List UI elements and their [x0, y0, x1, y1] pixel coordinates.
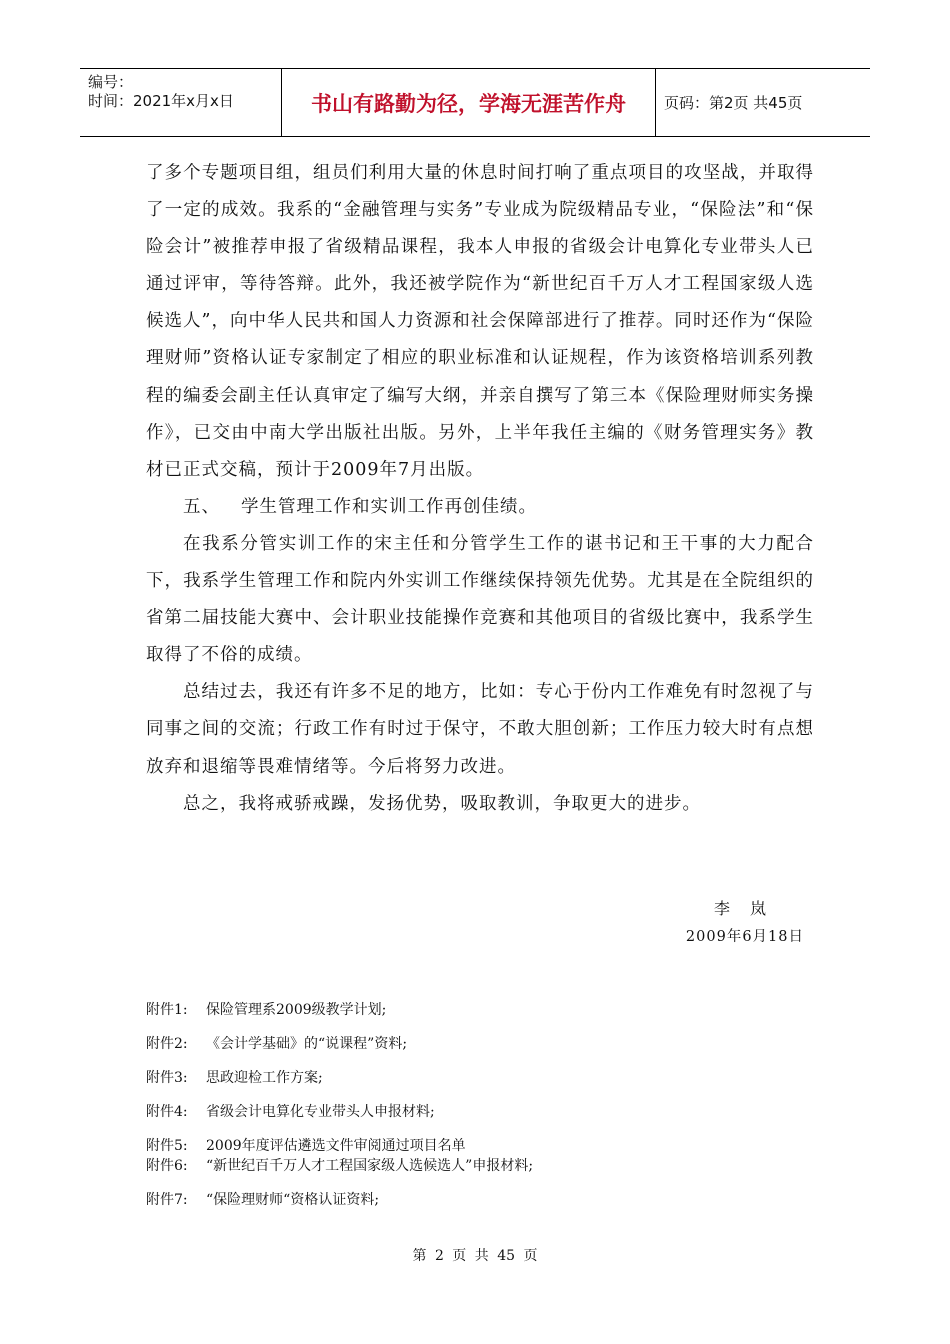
attachment-item: [146, 1034, 826, 1054]
attachment-text: 保险管理系2009级教学计划;: [206, 1002, 387, 1018]
header-meta: [80, 69, 282, 136]
page-header: [80, 68, 870, 137]
signature-date: 2009年6月18日: [685, 929, 804, 945]
number-label: 编号：: [88, 73, 134, 91]
header-motto: 书山有路勤为径，学海无涯苦作舟: [282, 69, 656, 136]
attachment-label: 附件1:: [146, 1002, 188, 1018]
page-footer: 第 2 页 共 45 页: [412, 1248, 538, 1264]
signature-block: [600, 895, 810, 951]
attachment-label: 附件7:: [146, 1192, 188, 1208]
section-heading: [146, 489, 814, 526]
attachment-text: 省级会计电算化专业带头人申报材料;: [206, 1104, 435, 1120]
section-title: 学生管理工作和实训工作再创佳绩。: [241, 496, 537, 517]
attachment-label: 附件5:: [146, 1138, 188, 1154]
attachment-item: [146, 1068, 826, 1088]
attachment-item: [146, 1136, 826, 1156]
attachment-list: [146, 1000, 826, 1210]
attachment-text: “保险理财师“资格认证资料;: [206, 1192, 380, 1208]
attachment-text: 《会计学基础》的“说课程”资料;: [206, 1036, 408, 1052]
attachment-text: “新世纪百千万人才工程国家级人选候选人”申报材料;: [206, 1158, 534, 1174]
attachment-label: 附件6:: [146, 1158, 188, 1174]
attachment-item: [146, 1156, 826, 1176]
attachment-label: 附件4:: [146, 1104, 188, 1120]
attachment-item: [146, 1000, 826, 1020]
attachment-item: [146, 1190, 826, 1210]
section-number: 五、: [183, 496, 220, 517]
attachment-label: 附件3:: [146, 1070, 188, 1086]
attachment-item: [146, 1102, 826, 1122]
attachment-text: 2009年度评估遴选文件审阅通过项目名单: [206, 1138, 466, 1154]
body-paragraph: 在我系分管实训工作的宋主任和分管学生工作的谌书记和王干事的大力配合下，我系学生管理工作和院内外实训工作继续保持领先优势。尤其是在全院组织的省第二届技能大赛中、会计职业技能操作竞赛和其他项目的省级比赛中，我系学生取得了不俗的成绩。: [146, 533, 814, 666]
attachment-label: 附件2:: [146, 1036, 188, 1052]
signature-name: 李岚: [713, 899, 786, 918]
body-paragraph: 总结过去，我还有许多不足的地方，比如：专心于份内工作难免有时忽视了与同事之间的交流；行政工作有时过于保守，不敢大胆创新；工作压力较大时有点想放弃和退缩等畏难情绪等。今后将努力改进。: [146, 682, 814, 777]
time-label: 时间：2021年x月x日: [88, 92, 234, 110]
document-body: [146, 155, 814, 823]
body-paragraph: 了多个专题项目组，组员们利用大量的休息时间打响了重点项目的攻坚战，并取得了一定的成效。我系的“金融管理与实务”专业成为院级精品专业，“保险法”和“保险会计”被推荐申报了省级精品课程，我本人申报的省级会计电算化专业带头人已通过评审，等待答辩。此外，我还被学院作为“新世纪百千万人才工程国家级人选候选人”，向中华人民共和国人力资源和社会保障部进行了推荐。同时还作为“保险理财师”资格认证专家制定了相应的职业标准和认证规程，作为该资格培训系列教程的编委会副主任认真审定了编写大纲，并亲自撰写了第三本《保险理财师实务操作》，已交由中南大学出版社出版。另外，上半年我任主编的《财务管理实务》教材已正式交稿，预计于2009年7月出版。: [146, 163, 814, 480]
attachment-text: 思政迎检工作方案;: [206, 1070, 323, 1086]
body-paragraph: 总之，我将戒骄戒躁，发扬优势，吸取教训，争取更大的进步。: [183, 793, 701, 814]
header-page-info: 页码：第2页 共45页: [664, 94, 803, 112]
